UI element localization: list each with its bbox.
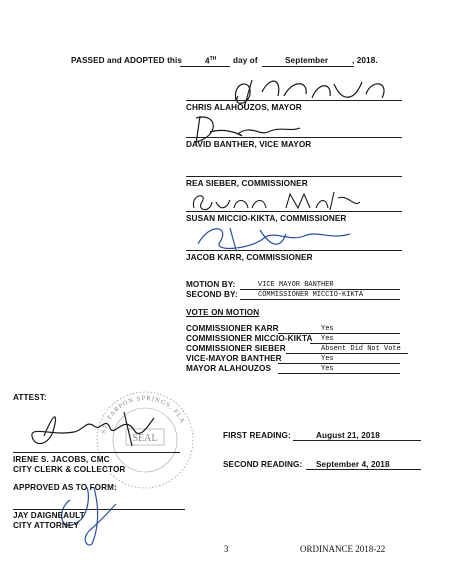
approved-label: APPROVED AS TO FORM: [13, 483, 117, 492]
month-value: September [285, 56, 329, 65]
vote-row-value: Yes [321, 355, 334, 363]
vote-row-name: COMMISSIONER KARR [186, 324, 279, 333]
vote-row-name: VICE-MAYOR BANTHER [186, 354, 282, 363]
vote-row-line [278, 363, 400, 364]
second-by-label: SECOND BY: [186, 290, 238, 299]
page-number: 3 [224, 544, 229, 554]
day-value: 4TH [205, 56, 217, 66]
motion-by-value: VICE MAYOR BANTHER [258, 281, 334, 289]
motion-by-label: MOTION BY: [186, 280, 236, 289]
sieber-sign-line [186, 176, 402, 177]
seal-text: ST. TARPON SPRINGS, FLA [100, 394, 187, 435]
first-reading-value: August 21, 2018 [316, 431, 380, 440]
year-value: , 2018. [352, 56, 378, 65]
karr-label: JACOB KARR, COMMISSIONER [186, 253, 313, 262]
miccio-kikta-sign-line [186, 211, 402, 212]
vote-row-line [286, 353, 408, 354]
svg-text:SEAL: SEAL [132, 433, 158, 444]
vote-row-value: Yes [321, 335, 334, 343]
vote-heading: VOTE ON MOTION [186, 308, 260, 317]
attorney-title: CITY ATTORNEY [13, 521, 80, 530]
clerk-sign-line [13, 452, 180, 453]
mayor-label: CHRIS ALAHOUZOS, MAYOR [186, 103, 302, 112]
clerk-signature [14, 406, 164, 456]
vote-row-value: Absent Did Not Vote [321, 345, 401, 353]
vote-row-line [310, 343, 400, 344]
attorney-sign-line [13, 509, 185, 510]
attest-label: ATTEST: [13, 393, 47, 402]
clerk-title: CITY CLERK & COLLECTOR [13, 465, 126, 474]
clerk-name: IRENE S. JACOBS, CMC [13, 455, 110, 464]
second-reading-label: SECOND READING: [223, 460, 303, 469]
vote-row-name: COMMISSIONER SIEBER [186, 344, 286, 353]
first-reading-line [293, 440, 421, 441]
ordinance-number: ORDINANCE 2018-22 [300, 544, 386, 554]
mayor-sign-line [186, 100, 402, 101]
vote-row-value: Yes [321, 365, 334, 373]
sieber-label: REA SIEBER, COMMISSIONER [186, 179, 308, 188]
second-reading-line [306, 469, 421, 470]
day-of-label: day of [233, 56, 258, 65]
attorney-name: JAY DAIGNEAULT [13, 511, 85, 520]
motion-by-line [240, 289, 400, 290]
day-line [180, 66, 230, 67]
first-reading-label: FIRST READING: [223, 431, 291, 440]
passed-adopted-label: PASSED and ADOPTED this [71, 56, 183, 65]
month-line [262, 66, 354, 67]
vote-row-line [278, 373, 400, 374]
second-reading-value: September 4, 2018 [316, 460, 390, 469]
vote-row-name: MAYOR ALAHOUZOS [186, 364, 272, 373]
vote-row-name: COMMISSIONER MICCIO-KIKTA [186, 334, 313, 343]
vice-mayor-sign-line [186, 137, 402, 138]
second-by-value: COMMISSIONER MICCIO-KIKTA [258, 291, 364, 299]
second-by-line [240, 299, 400, 300]
miccio-kikta-label: SUSAN MICCIO-KIKTA, COMMISSIONER [186, 214, 347, 223]
vice-mayor-label: DAVID BANTHER, VICE MAYOR [186, 140, 312, 149]
vote-row-value: Yes [321, 325, 334, 333]
karr-sign-line [186, 250, 402, 251]
